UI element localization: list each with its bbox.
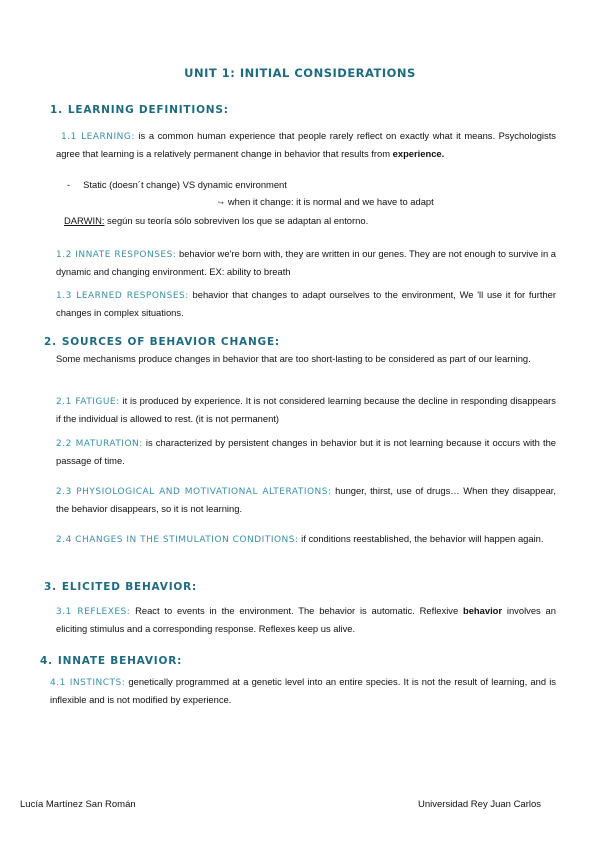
paragraph-physiological (56, 483, 556, 517)
section-1-heading (50, 104, 229, 116)
bullet-text: Static (doesn´t change) VS dynamic environment (83, 179, 287, 190)
paragraph-learning (56, 128, 556, 162)
paragraph-fatigue (56, 393, 556, 427)
bullet-static-dynamic (67, 177, 467, 194)
text-reflexes-bold: behavior (462, 605, 503, 616)
label-stimulation: 2.4 CHANGES IN THE STIMULATION CONDITIONS: (56, 535, 299, 545)
label-innate-responses: 1.2 INNATE RESPONSES: (56, 250, 177, 260)
text-learned-responses: behavior that changes to adapt ourselves to the environment, We 'll use it for further changes in complex situations. (56, 289, 556, 318)
paragraph-stimulation (56, 531, 556, 549)
section-3-number: 3. (44, 581, 57, 593)
paragraph-learned-responses (56, 287, 556, 321)
section-3-title: ELICITED BEHAVIOR: (61, 581, 198, 593)
text-maturation: is characterized by persistent changes in behavior but it is not learning because it occurs with the passage of time. (56, 437, 556, 466)
text-innate-responses: behavior we're born with, they are written in our genes. They are not enough to survive in a dynamic and changing environment. EX: ability to breath (56, 248, 556, 277)
text-learning: is a common human experience that people rarely reflect on exactly what it means. Psychologists agree that learning is a relatively permanent change in behavior that results from (56, 130, 556, 159)
section-4-heading (40, 655, 182, 667)
paragraph-instincts (50, 674, 556, 708)
text-reflexes: React to events in the environment. The behavior is automatic. Reflexive (130, 605, 463, 616)
paragraph-maturation (56, 435, 556, 469)
section-2-number: 2. (44, 336, 57, 348)
darwin-note (64, 213, 544, 230)
section-2-heading (44, 336, 280, 348)
arrow-note-text: when it change: it is normal and we have to adapt (227, 196, 434, 207)
darwin-label: DARWIN: (64, 215, 105, 226)
section-3-heading (44, 581, 197, 593)
label-maturation: 2.2 MATURATION: (56, 439, 143, 449)
section-4-title: INNATE BEHAVIOR: (57, 655, 183, 667)
text-fatigue: it is produced by experience. It is not considered learning because the decline in responding disappears if the individual is allowed to rest. (it is not permanent) (56, 395, 556, 424)
text-reflexes-end: involves an eliciting stimulus and a corresponding response. Reflexes keep us alive. (56, 605, 556, 634)
section-4-number: 4. (40, 655, 53, 667)
label-learning: 1.1 LEARNING: (61, 132, 135, 142)
paragraph-innate-responses (56, 246, 556, 280)
page-title: UNIT 1: INITIAL CONSIDERATIONS (184, 66, 416, 80)
return-arrow-icon: ↪ (218, 199, 224, 207)
label-reflexes: 3.1 REFLEXES: (56, 607, 131, 617)
text-stimulation: if conditions reestablished, the behavior will happen again. (298, 533, 544, 544)
paragraph-reflexes (56, 603, 556, 637)
bullet-dash: - (67, 179, 71, 190)
label-learned-responses: 1.3 LEARNED RESPONSES: (56, 291, 189, 301)
footer-author: Lucía Martínez San Román (20, 799, 136, 810)
text-instincts: genetically programmed at a genetic level into an entire species. It is not the result of learning, and is inflexible and is not modified by experience. (50, 676, 556, 705)
text-learning-bold: experience. (392, 147, 445, 159)
darwin-text: según su teoría sólo sobreviven los que se adaptan al entorno. (104, 215, 369, 226)
section-2-title: SOURCES OF BEHAVIOR CHANGE: (61, 336, 280, 348)
section-1-title: LEARNING DEFINITIONS: (67, 104, 229, 116)
label-instincts: 4.1 INSTINCTS: (50, 678, 126, 688)
footer-university: Universidad Rey Juan Carlos (418, 799, 542, 810)
text-physiological: hunger, thirst, use of drugs… When they disappear, the behavior disappears, so it is not learning. (56, 485, 556, 514)
section-2-intro: Some mechanisms produce changes in behavior that are too short-lasting to be considered as part of our learning. (56, 353, 531, 364)
section-1-number: 1. (50, 104, 63, 116)
arrow-note (218, 194, 518, 212)
label-physiological: 2.3 PHYSIOLOGICAL AND MOTIVATIONAL ALTERATIONS: (56, 487, 332, 497)
label-fatigue: 2.1 FATIGUE: (56, 397, 120, 407)
